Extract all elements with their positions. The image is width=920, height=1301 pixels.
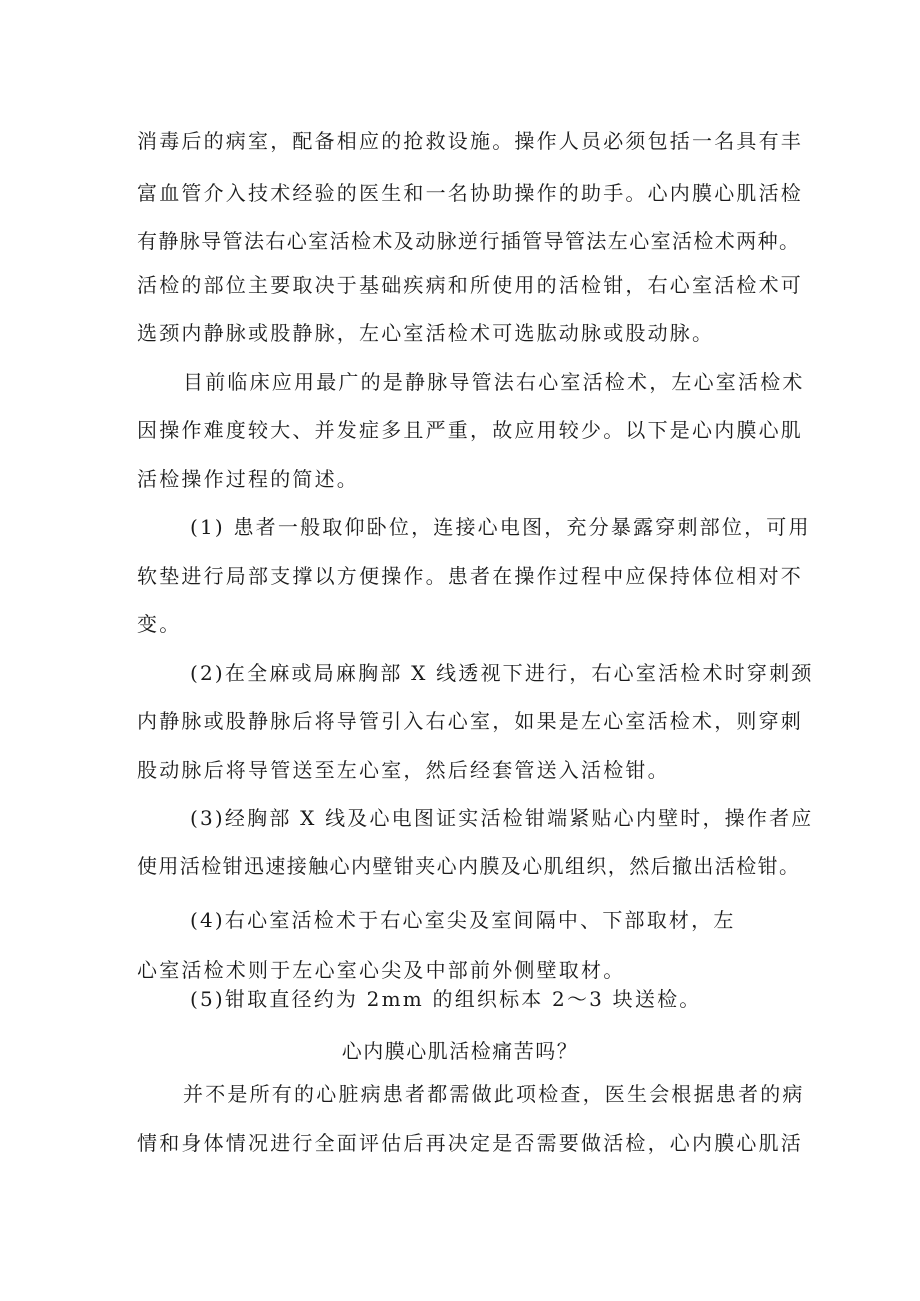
text-line: 心室活检术则于左心室心尖及中部前外侧壁取材。	[137, 958, 626, 982]
text-line: 情和身体情况进行全面评估后再决定是否需要做活检，心内膜心肌活	[137, 1131, 803, 1155]
text-line: 目前临床应用最广的是静脉导管法右心室活检术，左心室活检术	[183, 370, 805, 394]
text-line: 富血管介入技术经验的医生和一名协助操作的助手。心内膜心肌活检	[137, 181, 803, 205]
text-line: 变。	[137, 612, 182, 636]
text-line: 股动脉后将导管送至左心室，然后经套管送入活检钳。	[137, 758, 670, 782]
text-line: (5)钳取直径约为 2mm 的组织标本 2～3 块送检。	[190, 987, 702, 1011]
text-line: 活检操作过程的简述。	[137, 467, 359, 491]
text-line: 并不是所有的心脏病患者都需做此项检查，医生会根据患者的病	[183, 1082, 805, 1106]
text-line: 软垫进行局部支撑以方便操作。患者在操作过程中应保持体位相对不	[137, 564, 803, 588]
text-line: 活检的部位主要取决于基础疾病和所使用的活检钳，右心室活检术可	[137, 273, 803, 297]
text-line: 消毒后的病室，配备相应的抢救设施。操作人员必须包括一名具有丰	[137, 129, 803, 153]
text-line: 有静脉导管法右心室活检术及动脉逆行插管导管法左心室活检术两种。	[137, 229, 801, 253]
text-line: (2)在全麻或局麻胸部 X 线透视下进行，右心室活检术时穿刺颈	[190, 661, 814, 685]
text-line: (3)经胸部 X 线及心电图证实活检钳端紧贴心内壁时，操作者应	[190, 806, 814, 830]
text-line: 内静脉或股静脉后将导管引入右心室，如果是左心室活检术，则穿刺	[137, 709, 803, 733]
text-line: 因操作难度较大、并发症多且严重，故应用较少。以下是心内膜心肌	[137, 418, 803, 442]
text-line: 选颈内静脉或股静脉，左心室活检术可选肱动脉或股动脉。	[137, 321, 715, 345]
text-line: (1) 患者一般取仰卧位，连接心电图，充分暴露穿刺部位，可用	[190, 515, 811, 539]
section-heading: 心内膜心肌活检痛苦吗？	[341, 1039, 579, 1063]
text-line: 使用活检钳迅速接触心内壁钳夹心内膜及心肌组织，然后撤出活检钳。	[137, 854, 801, 878]
text-line: (4)右心室活检术于右心室尖及室间隔中、下部取材，左	[190, 908, 736, 932]
